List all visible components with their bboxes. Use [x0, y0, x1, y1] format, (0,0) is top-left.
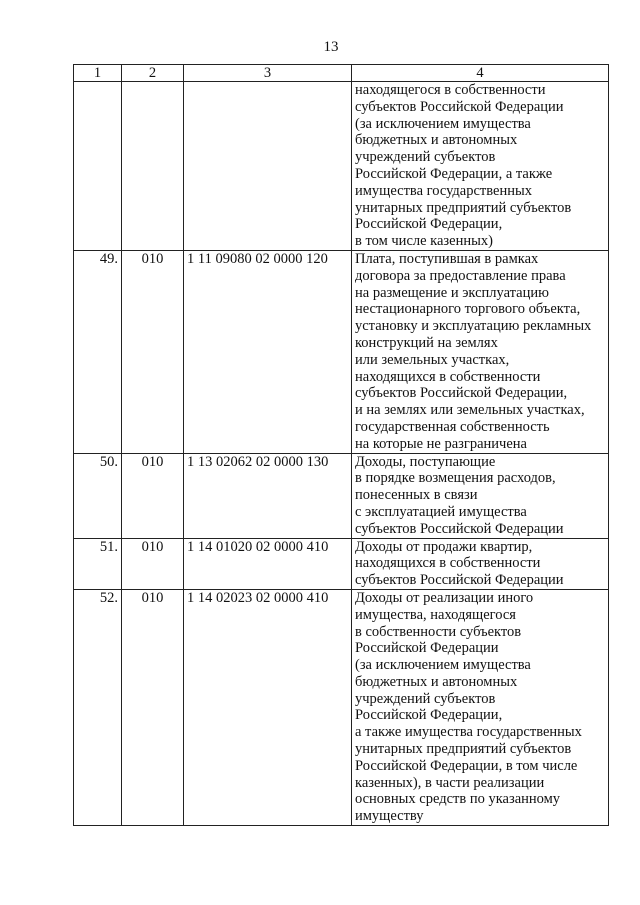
revenue-description-cell — [352, 453, 609, 538]
row-number-cell: 51. — [74, 538, 122, 589]
description-line: бюджетных и автономных — [355, 132, 518, 149]
description-line: Российской Федерации, — [355, 707, 503, 724]
revenue-description-cell — [352, 82, 609, 251]
description-line: на которые не разграничена — [355, 435, 527, 452]
description-line: бюджетных и автономных — [355, 673, 518, 690]
description-line: установку и эксплуатацию рекламных — [355, 318, 592, 335]
description-line: на размещение и эксплуатацию — [355, 284, 549, 301]
description-line: конструкций на землях — [355, 334, 498, 351]
description-line: имущества, находящегося — [355, 606, 516, 623]
column-header-4: 4 — [352, 65, 609, 82]
budget-classification-code-cell: 1 14 02023 02 0000 410 — [184, 589, 352, 825]
description-line: и на землях или земельных участках, — [355, 402, 585, 419]
description-line: понесенных в связи — [355, 487, 478, 504]
admin-code-cell: 010 — [122, 250, 184, 453]
revenue-description-cell — [352, 538, 609, 589]
description-line: субъектов Российской Федерации — [355, 520, 564, 537]
description-line: Российской Федерации — [355, 640, 499, 657]
description-line: Плата, поступившая в рамках — [355, 250, 539, 267]
revenue-codes-table — [73, 64, 609, 826]
description-line: в том числе казенных) — [355, 233, 493, 250]
description-line: с эксплуатацией имущества — [355, 503, 527, 520]
description-line: субъектов Российской Федерации — [355, 572, 564, 589]
column-header-3: 3 — [184, 65, 352, 82]
budget-classification-code-cell: 1 14 01020 02 0000 410 — [184, 538, 352, 589]
budget-classification-code-cell — [184, 82, 352, 251]
description-line: субъектов Российской Федерации, — [355, 385, 568, 402]
row-number-cell: 50. — [74, 453, 122, 538]
column-number-header-row — [74, 65, 609, 82]
description-line: (за исключением имущества — [355, 657, 531, 674]
row-number-cell — [74, 82, 122, 251]
description-line: субъектов Российской Федерации — [355, 98, 564, 115]
description-line: а также имущества государственных — [355, 724, 582, 741]
table-row — [74, 453, 609, 538]
description-line: договора за предоставление права — [355, 267, 566, 284]
description-line: находящегося в собственности — [355, 82, 546, 98]
description-line: в порядке возмещения расходов, — [355, 470, 556, 487]
description-line: находящихся в собственности — [355, 555, 541, 572]
admin-code-cell: 010 — [122, 538, 184, 589]
description-line: Доходы от продажи квартир, — [355, 538, 533, 555]
table-row — [74, 250, 609, 453]
budget-classification-code-cell: 1 11 09080 02 0000 120 — [184, 250, 352, 453]
admin-code-cell: 010 — [122, 453, 184, 538]
description-line: или земельных участках, — [355, 351, 510, 368]
description-line: учреждений субъектов — [355, 690, 496, 707]
revenue-description-cell — [352, 250, 609, 453]
description-line: унитарных предприятий субъектов — [355, 199, 572, 216]
description-line: нестационарного торгового объекта, — [355, 301, 581, 318]
budget-classification-code-cell: 1 13 02062 02 0000 130 — [184, 453, 352, 538]
table-body — [74, 82, 609, 826]
admin-code-cell: 010 — [122, 589, 184, 825]
description-line: унитарных предприятий субъектов — [355, 741, 572, 758]
row-number-cell: 49. — [74, 250, 122, 453]
description-line: Российской Федерации, в том числе — [355, 757, 578, 774]
description-line: (за исключением имущества — [355, 115, 531, 132]
description-line: Доходы, поступающие — [355, 453, 496, 470]
description-line: учреждений субъектов — [355, 149, 496, 166]
description-line: имуществу — [355, 808, 424, 825]
description-line: Доходы от реализации иного — [355, 589, 534, 606]
table-row-continuation — [74, 82, 609, 251]
column-header-2: 2 — [122, 65, 184, 82]
description-line: казенных), в части реализации — [355, 774, 545, 791]
description-line: основных средств по указанному — [355, 791, 561, 808]
table-row — [74, 538, 609, 589]
description-line: в собственности субъектов — [355, 623, 522, 640]
page-number: 13 — [323, 39, 339, 55]
row-number-cell: 52. — [74, 589, 122, 825]
description-line: государственная собственность — [355, 418, 550, 435]
admin-code-cell — [122, 82, 184, 251]
description-line: находящихся в собственности — [355, 368, 541, 385]
description-line: имущества государственных — [355, 182, 532, 199]
description-line: Российской Федерации, а также — [355, 165, 553, 182]
revenue-description-cell — [352, 589, 609, 825]
table-row — [74, 589, 609, 825]
description-line: Российской Федерации, — [355, 216, 503, 233]
column-header-1: 1 — [74, 65, 122, 82]
